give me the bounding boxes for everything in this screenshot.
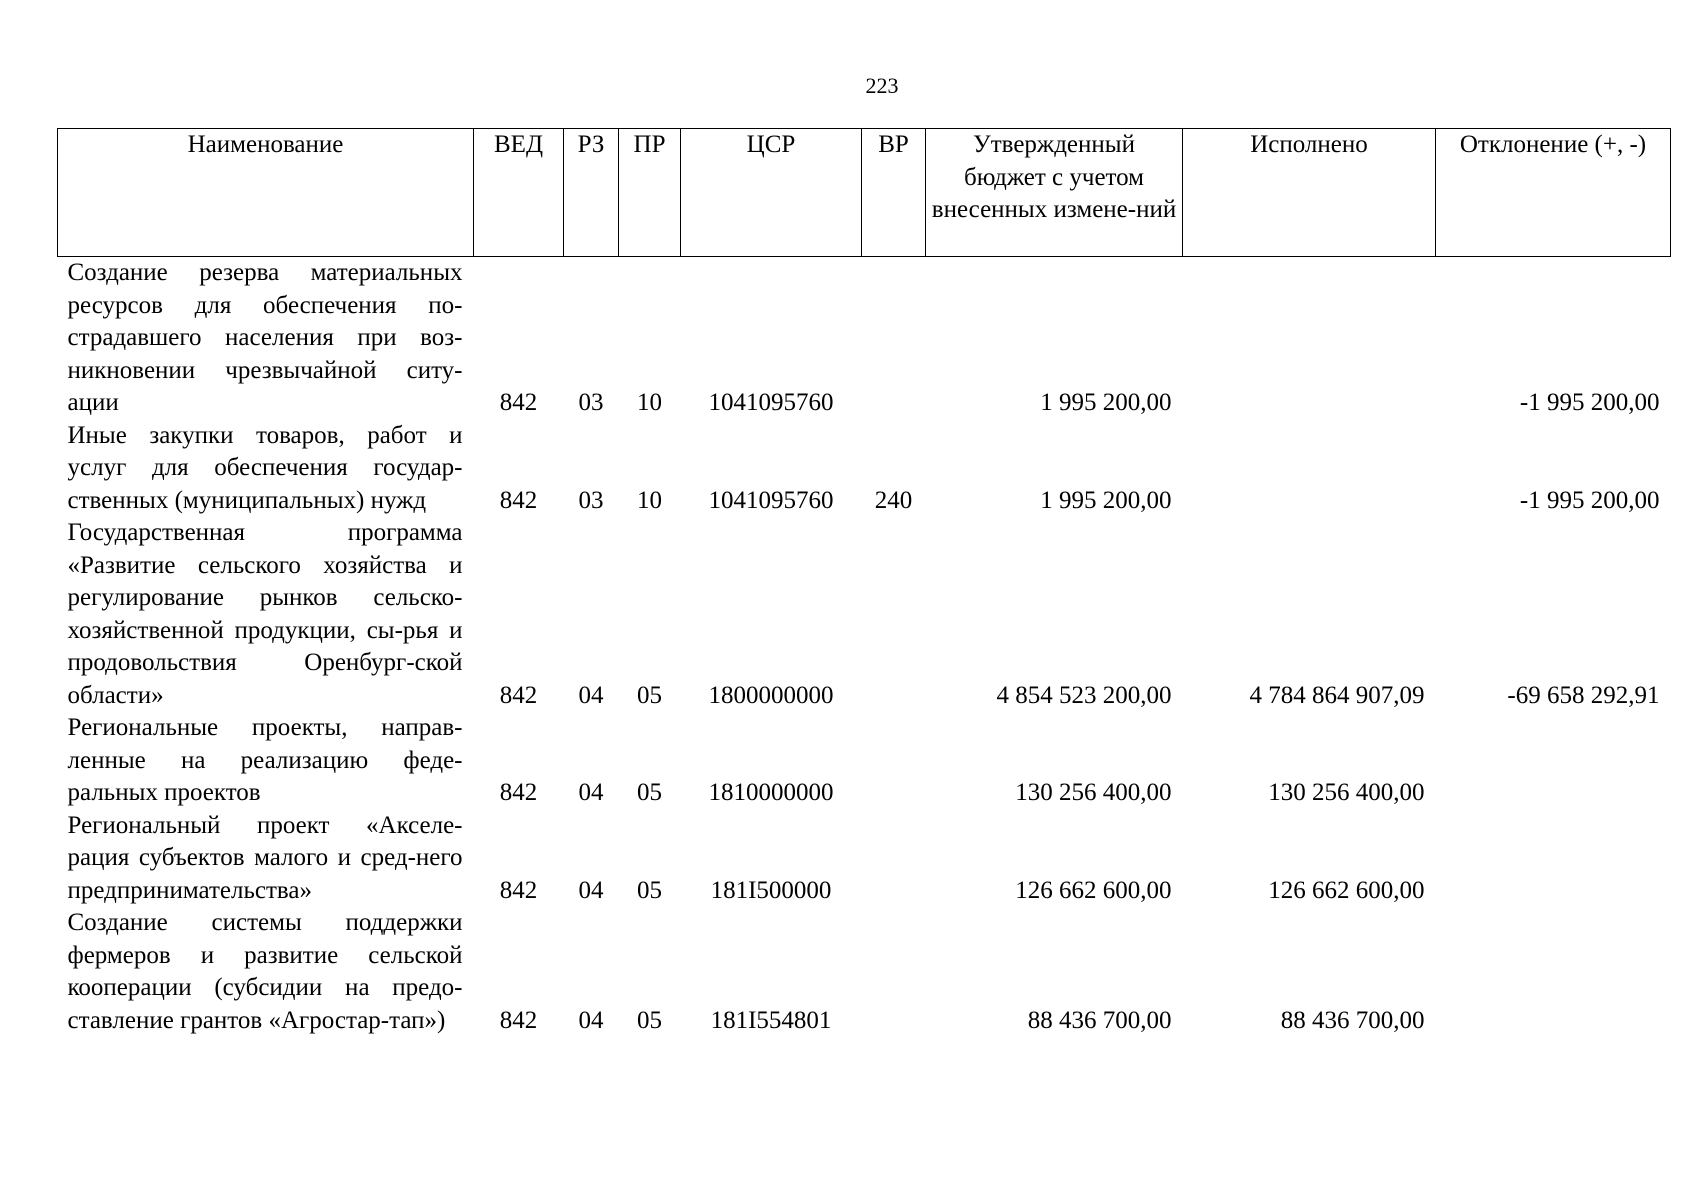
row-rz: 03 xyxy=(578,486,604,514)
row-deviation xyxy=(1436,712,1671,810)
row-pr: 10 xyxy=(637,486,662,514)
row-deviation xyxy=(1436,810,1671,908)
header-name: Наименование xyxy=(58,129,474,257)
row-executed: 126 662 600,00 xyxy=(1268,876,1425,904)
table-body xyxy=(58,257,1671,1038)
budget-execution-table xyxy=(57,128,1671,1037)
page-number: 223 xyxy=(865,73,899,98)
row-name: Государственная программа «Развитие сельского хозяйства и регулирование рынков сельско-хозяйственной продукции, сы-рья и продовольствия Оренбург-ской области» xyxy=(67,519,463,709)
header-deviation: Отклонение (+, -) xyxy=(1436,129,1671,257)
row-approved: 1 995 200,00 xyxy=(1040,486,1172,514)
row-pr: 05 xyxy=(637,876,662,904)
row-pr: 05 xyxy=(637,779,662,806)
row-vr: 240 xyxy=(874,486,913,514)
row-deviation: -1 995 200,00 xyxy=(1519,389,1660,416)
table-row xyxy=(58,810,1671,908)
row-rz: 04 xyxy=(578,779,604,806)
row-rz: 03 xyxy=(578,389,604,416)
table-row xyxy=(58,257,1671,420)
row-rz: 04 xyxy=(578,876,604,904)
row-csr: 1041095760 xyxy=(708,389,834,416)
row-approved: 130 256 400,00 xyxy=(1015,779,1172,806)
row-vr xyxy=(862,810,926,908)
row-csr: 1041095760 xyxy=(708,486,834,514)
row-deviation: -69 658 292,91 xyxy=(1507,681,1660,709)
header-pr: ПР xyxy=(619,129,681,257)
table-row xyxy=(58,420,1671,518)
header-csr: ЦСР xyxy=(681,129,862,257)
row-executed: 4 784 864 907,09 xyxy=(1249,681,1425,709)
row-vr xyxy=(862,907,926,1037)
row-name: Иные закупки товаров, работ и услуг для обеспечения государ-ственных (муниципальных) нужд xyxy=(67,421,463,514)
row-name: Создание системы поддержки фермеров и развитие сельской кооперации (субсидии на предо-ставление грантов «Агростар-тап») xyxy=(67,909,463,1034)
row-name: Региональные проекты, направ-ленные на реализацию феде-ральных проектов xyxy=(67,714,463,806)
row-approved: 88 436 700,00 xyxy=(1027,1006,1172,1034)
row-vr xyxy=(862,712,926,810)
row-executed xyxy=(1183,257,1436,420)
row-approved: 126 662 600,00 xyxy=(1015,876,1172,904)
row-approved: 4 854 523 200,00 xyxy=(996,681,1172,709)
row-csr: 1800000000 xyxy=(708,681,834,709)
row-ved: 842 xyxy=(499,779,538,806)
row-ved: 842 xyxy=(499,389,538,416)
row-name: Создание резерва материальных ресурсов для обеспечения по-страдавшего населения при воз-никновении чрезвычайной ситу-ации xyxy=(67,259,463,416)
row-deviation: -1 995 200,00 xyxy=(1519,486,1660,514)
header-row xyxy=(58,129,1671,257)
header-rz: РЗ xyxy=(564,129,619,257)
row-deviation xyxy=(1436,907,1671,1037)
row-executed: 130 256 400,00 xyxy=(1268,779,1425,806)
table-row xyxy=(58,907,1671,1037)
row-executed xyxy=(1183,420,1436,518)
row-rz: 04 xyxy=(578,1006,604,1034)
row-ved: 842 xyxy=(499,1006,538,1034)
row-ved: 842 xyxy=(499,876,538,904)
row-ved: 842 xyxy=(499,681,538,709)
row-csr: 181I500000 xyxy=(710,876,832,904)
row-ved: 842 xyxy=(499,486,538,514)
table-row xyxy=(58,712,1671,810)
row-vr xyxy=(862,517,926,712)
row-pr: 10 xyxy=(637,389,662,416)
row-name: Региональный проект «Акселе-рация субъектов малого и сред-него предпринимательства» xyxy=(67,811,463,904)
row-csr: 1810000000 xyxy=(708,779,834,806)
header-executed: Исполнено xyxy=(1183,129,1436,257)
header-vr: ВР xyxy=(862,129,926,257)
row-approved: 1 995 200,00 xyxy=(1040,389,1172,416)
row-pr: 05 xyxy=(637,1006,662,1034)
row-executed: 88 436 700,00 xyxy=(1280,1006,1425,1034)
row-rz: 04 xyxy=(578,681,604,709)
row-pr: 05 xyxy=(637,681,662,709)
row-vr xyxy=(862,257,926,420)
table-header xyxy=(58,129,1671,257)
header-ved: ВЕД xyxy=(474,129,564,257)
header-approved-budget: Утвержденный бюджет с учетом внесенных измене-ний xyxy=(926,129,1183,257)
row-csr: 181I554801 xyxy=(710,1006,832,1034)
table-row xyxy=(58,517,1671,712)
